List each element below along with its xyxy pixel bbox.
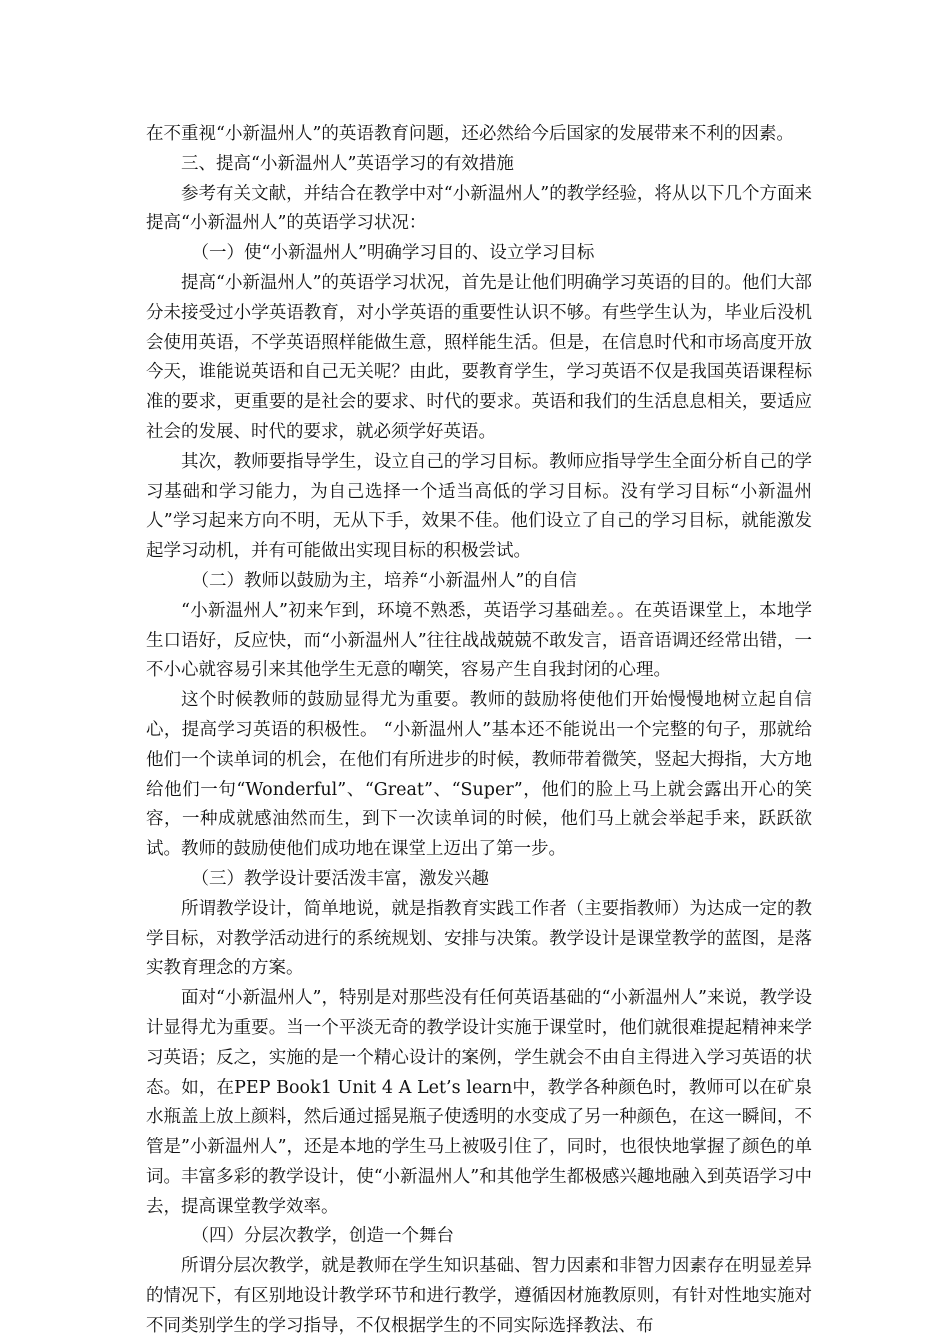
paragraph-goals: 其次，教师要指导学生，设立自己的学习目标。教师应指导学生全面分析自己的学习基础和学习能力，为自己选择一个适当高低的学习目标。没有学习目标“小新温州人”学习起来方向不明，无从下手，效果不佳。他们设立了自己的学习目标，就能激发起学习动机，并有可能做出实现目标的积极尝试。 [146, 451, 812, 562]
document-page [146, 120, 812, 1342]
section-heading-3: 三、提高“小新温州人”英语学习的有效措施 [181, 153, 514, 174]
paragraph-design-example: 面对“小新温州人”，特别是对那些没有任何英语基础的“小新温州人”来说，教学设计显得尤为重要。当一个平淡无奇的教学设计实施于课堂时，他们就很难提起精神来学习英语；反之，实施的是一个精心设计的案例，学生就会不由自主得进入学习英语的状态。如，在PEP Book1 Unit 4 A Let’s learn中，教学各种颜色时，教师可以在矿泉水瓶盖上放上颜料，然后通过摇晃瓶子使透明的水变成了另一种颜色，在这一瞬间，不管是”小新温州人”，还是本地的学生马上被吸引住了，同时，也很快地掌握了颜色的单词。丰富多彩的教学设计，使“小新温州人”和其他学生都极感兴趣地融入到英语学习中去，提高课堂教学效率。 [146, 988, 812, 1217]
subheading-2: （二）教师以鼓励为主，培养“小新温州人”的自信 [191, 570, 577, 591]
paragraph-continuation: 在不重视“小新温州人”的英语教育问题，还必然给今后国家的发展带来不利的因素。 [146, 124, 794, 144]
paragraph-intro: 参考有关文献，并结合在教学中对“小新温州人”的教学经验，将从以下几个方面来提高“小新温州人”的英语学习状况： [146, 183, 812, 234]
paragraph-encouragement: 这个时候教师的鼓励显得尤为重要。教师的鼓励将使他们开始慢慢地树立起自信心，提高学习英语的积极性。 “小新温州人”基本还不能说出一个完整的句子，那就给他们一个读单词的机会，在他们有所进步的时候，教师带着微笑，竖起大拇指，大方地给他们一句“Wonderful”、“Great”、“Super”，他们的脸上马上就会露出开心的笑容，一种成就感油然而生，到下一次读单词的时候，他们马上就会举起手来，跃跃欲试。教师的鼓励使他们成功地在课堂上迈出了第一步。 [146, 690, 812, 860]
subheading-1: （一）使“小新温州人”明确学习目的、设立学习目标 [191, 243, 595, 264]
subheading-4: （四）分层次教学，创造一个舞台 [191, 1226, 454, 1247]
paragraph-tiered-teaching: 所谓分层次教学，就是教师在学生知识基础、智力因素和非智力因素存在明显差异的情况下，有区别地设计教学环节和进行教学，遵循因材施教原则，有针对性地实施对不同类别学生的学习指导，不仅根据学生的不同实际选择教法、布 [146, 1256, 812, 1336]
paragraph-purpose: 提高“小新温州人”的英语学习状况，首先是让他们明确学习英语的目的。他们大部分未接受过小学英语教育，对小学英语的重要性认识不够。有些学生认为，毕业后没机会使用英语，不学英语照样能做生意，照样能生活。但是，在信息时代和市场高度开放今天，谁能说英语和自己无关呢？由此，要教育学生，学习英语不仅是我国英语课程标准的要求，更重要的是社会的要求、时代的要求。英语和我们的生活息息相关，要适应社会的发展、时代的要求，就必须学好英语。 [146, 272, 812, 442]
paragraph-design-definition: 所谓教学设计，简单地说，就是指教育实践工作者（主要指教师）为达成一定的教学目标，对教学活动进行的系统规划、安排与决策。教学设计是课堂教学的蓝图，是落实教育理念的方案。 [146, 898, 812, 979]
paragraph-newcomers: “小新温州人”初来乍到，环境不熟悉，英语学习基础差。。在英语课堂上，本地学生口语好，反应快，而“小新温州人”往往战战兢兢不敢发言，语音语调还经常出错，一不小心就容易引来其他学生无意的嘲笑，容易产生自我封闭的心理。 [146, 600, 812, 681]
subheading-3: （三）教学设计要活泼丰富，激发兴趣 [191, 868, 489, 889]
